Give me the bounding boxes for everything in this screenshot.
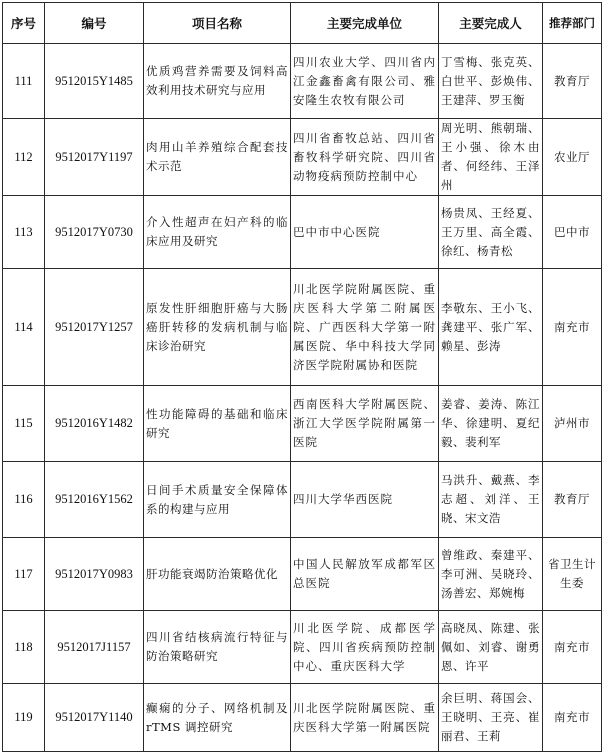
cell-seq: 117 xyxy=(3,538,45,611)
cell-code: 9512017Y1257 xyxy=(45,269,144,386)
header-people: 主要完成人 xyxy=(439,3,543,44)
cell-units: 川北医学院、成都医学院、四川省疾病预防控制中心、重庆医科大学 xyxy=(291,611,439,684)
cell-seq: 114 xyxy=(3,269,45,386)
header-row xyxy=(3,3,602,44)
cell-units: 四川大学华西医院 xyxy=(291,462,439,538)
cell-units: 川北医学院附属医院、重庆医科大学第一附属医院 xyxy=(291,684,439,752)
header-units: 主要完成单位 xyxy=(291,3,439,44)
cell-people: 曾维政、秦建平、李可洲、吴晓玲、汤善宏、郑婉梅 xyxy=(439,538,543,611)
cell-seq: 113 xyxy=(3,196,45,269)
table-row xyxy=(3,684,602,752)
table-row xyxy=(3,269,602,386)
cell-units: 四川农业大学、四川省内江金鑫畜禽有限公司、雅安隆生农牧有限公司 xyxy=(291,44,439,119)
header-seq: 序号 xyxy=(3,3,45,44)
table-row xyxy=(3,462,602,538)
cell-project: 介入性超声在妇产科的临床应用及研究 xyxy=(144,196,291,269)
cell-seq: 111 xyxy=(3,44,45,119)
header-code: 编号 xyxy=(45,3,144,44)
cell-project: 四川省结核病流行特征与防治策略研究 xyxy=(144,611,291,684)
cell-people: 周光明、熊朝瑞、王小强、徐木由者、何经纬、王泽州 xyxy=(439,119,543,196)
cell-seq: 116 xyxy=(3,462,45,538)
cell-seq: 115 xyxy=(3,386,45,462)
cell-dept: 南充市 xyxy=(543,269,602,386)
cell-project: 肉用山羊养殖综合配套技术示范 xyxy=(144,119,291,196)
cell-project: 肝功能衰竭防治策略优化 xyxy=(144,538,291,611)
cell-code: 9512015Y1485 xyxy=(45,44,144,119)
cell-dept: 巴中市 xyxy=(543,196,602,269)
cell-people: 马洪升、戴燕、李志超、刘洋、王晓、宋文浩 xyxy=(439,462,543,538)
cell-units: 四川省畜牧总站、四川省畜牧科学研究院、四川省动物疫病预防控制中心 xyxy=(291,119,439,196)
cell-units: 巴中市中心医院 xyxy=(291,196,439,269)
table-row xyxy=(3,386,602,462)
cell-code: 9512017Y0983 xyxy=(45,538,144,611)
cell-units: 川北医学院附属医院、重庆医科大学第二附属医院、广西医科大学第一附属医院、华中科技大学同济医学院附属协和医院 xyxy=(291,269,439,386)
cell-dept: 南充市 xyxy=(543,684,602,752)
cell-project: 性功能障碍的基础和临床研究 xyxy=(144,386,291,462)
cell-people: 高晓凤、陈建、张佩如、刘睿、谢勇恩、许平 xyxy=(439,611,543,684)
header-project: 项目名称 xyxy=(144,3,291,44)
cell-code: 9512017Y1197 xyxy=(45,119,144,196)
cell-units: 西南医科大学附属医院、浙江大学医学院附属第一医院 xyxy=(291,386,439,462)
awards-table xyxy=(2,2,602,752)
cell-seq: 112 xyxy=(3,119,45,196)
cell-dept: 教育厅 xyxy=(543,44,602,119)
cell-project: 癫痫的分子、网络机制及 rTMS 调控研究 xyxy=(144,684,291,752)
header-dept: 推荐部门 xyxy=(543,3,602,44)
cell-code: 9512016Y1562 xyxy=(45,462,144,538)
cell-seq: 119 xyxy=(3,684,45,752)
table-row xyxy=(3,538,602,611)
cell-people: 余巨明、蒋国会、王晓明、王亮、崔丽君、王莉 xyxy=(439,684,543,752)
cell-people: 杨贵凤、王经夏、王万里、高全霞、徐红、杨青松 xyxy=(439,196,543,269)
table-row xyxy=(3,44,602,119)
table-row xyxy=(3,611,602,684)
cell-dept: 泸州市 xyxy=(543,386,602,462)
cell-seq: 118 xyxy=(3,611,45,684)
cell-code: 9512017Y1140 xyxy=(45,684,144,752)
cell-people: 李敬东、王小飞、龚建平、张广军、赖星、彭涛 xyxy=(439,269,543,386)
cell-code: 9512017J1157 xyxy=(45,611,144,684)
table-row xyxy=(3,196,602,269)
cell-people: 丁雪梅、张克英、白世平、彭焕伟、王建萍、罗玉衡 xyxy=(439,44,543,119)
cell-dept: 省卫生计生委 xyxy=(543,538,602,611)
cell-dept: 农业厅 xyxy=(543,119,602,196)
cell-project: 原发性肝细胞肝癌与大肠癌肝转移的发病机制与临床诊治研究 xyxy=(144,269,291,386)
cell-dept: 南充市 xyxy=(543,611,602,684)
cell-project: 优质鸡营养需要及饲料高效利用技术研究与应用 xyxy=(144,44,291,119)
cell-units: 中国人民解放军成都军区总医院 xyxy=(291,538,439,611)
cell-code: 9512016Y1482 xyxy=(45,386,144,462)
cell-code: 9512017Y0730 xyxy=(45,196,144,269)
table-row xyxy=(3,119,602,196)
cell-project: 日间手术质量安全保障体系的构建与应用 xyxy=(144,462,291,538)
cell-dept: 教育厅 xyxy=(543,462,602,538)
cell-people: 姜睿、姜涛、陈江华、徐建明、夏纪毅、裴利军 xyxy=(439,386,543,462)
